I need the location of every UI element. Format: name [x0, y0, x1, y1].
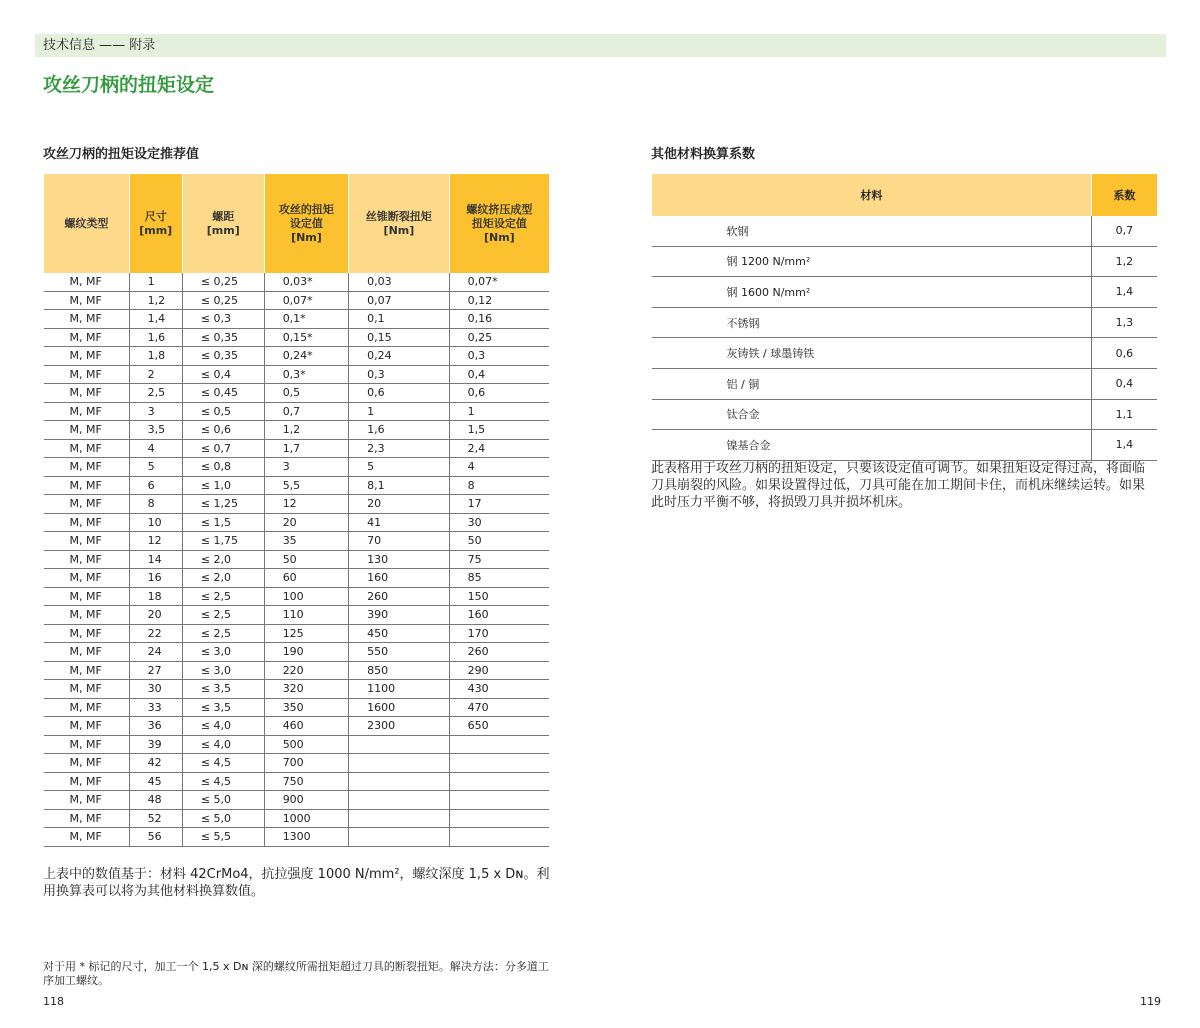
- table-cell: 430: [449, 680, 549, 699]
- table-cell: 钢 1600 N/mm²: [652, 277, 1092, 308]
- table-cell: [449, 791, 549, 810]
- table-cell: 8: [449, 476, 549, 495]
- column-header: 螺纹类型: [44, 174, 130, 273]
- table-cell: ≤ 0,25: [182, 273, 264, 291]
- table-cell: ≤ 3,0: [182, 643, 264, 662]
- footnote: 对于用 * 标记的尺寸，加工一个 1,5 x Dɴ 深的螺纹所需扭矩超过刀具的断裂扭矩。解决方法：分多道工序加工螺纹。: [43, 960, 549, 987]
- table-cell: 160: [449, 606, 549, 625]
- table-cell: 1,8: [129, 347, 182, 366]
- table-cell: 0,15*: [264, 328, 348, 347]
- table-cell: M, MF: [44, 643, 130, 662]
- section-header: 技术信息 —— 附录: [35, 34, 1166, 57]
- table-cell: M, MF: [44, 828, 130, 847]
- table-cell: 灰铸铁 / 球墨铸铁: [652, 338, 1092, 369]
- table-cell: [449, 754, 549, 773]
- table-cell: 1,5: [449, 421, 549, 440]
- table-cell: 150: [449, 587, 549, 606]
- table-cell: 1: [129, 273, 182, 291]
- table-cell: 24: [129, 643, 182, 662]
- right-table-heading: 其他材料换算系数: [651, 147, 756, 162]
- table-cell: 20: [129, 606, 182, 625]
- table-cell: 1,6: [129, 328, 182, 347]
- table-row: [44, 347, 550, 366]
- table-cell: 0,15: [349, 328, 450, 347]
- page-title: 攻丝刀柄的扭矩设定: [43, 74, 215, 96]
- table-cell: ≤ 0,4: [182, 365, 264, 384]
- table-row: [44, 291, 550, 310]
- table-row: [44, 476, 550, 495]
- table-cell: 35: [264, 532, 348, 551]
- table-cell: ≤ 3,0: [182, 661, 264, 680]
- table-cell: 42: [129, 754, 182, 773]
- table-cell: [449, 809, 549, 828]
- table-cell: ≤ 5,5: [182, 828, 264, 847]
- table-cell: ≤ 3,5: [182, 698, 264, 717]
- table-cell: 0,5: [264, 384, 348, 403]
- table-cell: ≤ 0,5: [182, 402, 264, 421]
- table-cell: M, MF: [44, 421, 130, 440]
- table-cell: 700: [264, 754, 348, 773]
- table-row: [44, 643, 550, 662]
- table-cell: M, MF: [44, 569, 130, 588]
- table-cell: 110: [264, 606, 348, 625]
- table-cell: 260: [449, 643, 549, 662]
- table-cell: ≤ 4,5: [182, 772, 264, 791]
- page-number-right: 119: [1140, 995, 1161, 1008]
- table-cell: 290: [449, 661, 549, 680]
- table-cell: 1,2: [264, 421, 348, 440]
- table-cell: ≤ 1,0: [182, 476, 264, 495]
- table-row: [44, 717, 550, 736]
- table-cell: 350: [264, 698, 348, 717]
- column-header: 丝锥断裂扭矩 [Nm]: [349, 174, 450, 273]
- table-cell: 1: [349, 402, 450, 421]
- table-cell: 1,2: [129, 291, 182, 310]
- table-cell: 50: [449, 532, 549, 551]
- table-cell: ≤ 2,0: [182, 569, 264, 588]
- table-row: [44, 754, 550, 773]
- table-cell: M, MF: [44, 754, 130, 773]
- table-row: [44, 698, 550, 717]
- table-cell: 钢 1200 N/mm²: [652, 246, 1092, 277]
- table-row: [44, 606, 550, 625]
- table-row: [44, 735, 550, 754]
- table-cell: 850: [349, 661, 450, 680]
- table-cell: 1100: [349, 680, 450, 699]
- table-cell: M, MF: [44, 402, 130, 421]
- table-cell: 8,1: [349, 476, 450, 495]
- table-cell: 170: [449, 624, 549, 643]
- table-cell: M, MF: [44, 328, 130, 347]
- table-cell: M, MF: [44, 624, 130, 643]
- torque-table: [43, 174, 549, 847]
- table-cell: 0,7: [264, 402, 348, 421]
- table-row: [652, 246, 1158, 277]
- table-cell: 750: [264, 772, 348, 791]
- table-cell: 0,6: [449, 384, 549, 403]
- table-cell: M, MF: [44, 680, 130, 699]
- table-cell: 1,3: [1091, 307, 1157, 338]
- table-cell: 56: [129, 828, 182, 847]
- table-cell: [449, 772, 549, 791]
- column-header: 尺寸 [mm]: [129, 174, 182, 273]
- table-row: [44, 809, 550, 828]
- table-row: [44, 458, 550, 477]
- table-cell: 130: [349, 550, 450, 569]
- table-cell: ≤ 5,0: [182, 791, 264, 810]
- table-cell: ≤ 0,35: [182, 328, 264, 347]
- table-row: [652, 307, 1158, 338]
- table-cell: 12: [264, 495, 348, 514]
- table-row: [44, 791, 550, 810]
- table-cell: 48: [129, 791, 182, 810]
- left-table-heading: 攻丝刀柄的扭矩设定推荐值: [43, 147, 200, 162]
- table-cell: ≤ 1,5: [182, 513, 264, 532]
- table-row: [44, 402, 550, 421]
- table-row: [44, 495, 550, 514]
- table-cell: 3: [129, 402, 182, 421]
- table-cell: 4: [129, 439, 182, 458]
- table-cell: 160: [349, 569, 450, 588]
- table-row: [652, 277, 1158, 308]
- table-cell: ≤ 4,5: [182, 754, 264, 773]
- table-cell: M, MF: [44, 273, 130, 291]
- table-cell: M, MF: [44, 791, 130, 810]
- table-cell: M, MF: [44, 550, 130, 569]
- table-cell: ≤ 0,6: [182, 421, 264, 440]
- table-cell: 470: [449, 698, 549, 717]
- table-cell: 1600: [349, 698, 450, 717]
- table-cell: ≤ 2,0: [182, 550, 264, 569]
- table-cell: M, MF: [44, 458, 130, 477]
- table-cell: M, MF: [44, 606, 130, 625]
- table-cell: ≤ 1,75: [182, 532, 264, 551]
- table-cell: 18: [129, 587, 182, 606]
- table-cell: 5: [349, 458, 450, 477]
- table-cell: 45: [129, 772, 182, 791]
- table-cell: 1,4: [1091, 430, 1157, 461]
- table-row: [44, 439, 550, 458]
- table-cell: 39: [129, 735, 182, 754]
- table-cell: M, MF: [44, 772, 130, 791]
- table-cell: 0,6: [1091, 338, 1157, 369]
- table-row: [652, 216, 1158, 246]
- table-row: [44, 624, 550, 643]
- table-cell: [349, 754, 450, 773]
- column-header: 攻丝的扭矩 设定值 [Nm]: [264, 174, 348, 273]
- table-cell: 0,6: [349, 384, 450, 403]
- table-cell: ≤ 1,25: [182, 495, 264, 514]
- table-cell: 0,1*: [264, 310, 348, 329]
- table-cell: 0,1: [349, 310, 450, 329]
- table-cell: [349, 809, 450, 828]
- table-cell: 2,4: [449, 439, 549, 458]
- table-cell: 0,3*: [264, 365, 348, 384]
- table-cell: 22: [129, 624, 182, 643]
- table-cell: M, MF: [44, 310, 130, 329]
- table-row: [652, 399, 1158, 430]
- table-cell: 260: [349, 587, 450, 606]
- table-row: [44, 587, 550, 606]
- table-cell: ≤ 0,8: [182, 458, 264, 477]
- table-cell: 1,7: [264, 439, 348, 458]
- table-row: [44, 310, 550, 329]
- table-cell: 17: [449, 495, 549, 514]
- table-cell: M, MF: [44, 587, 130, 606]
- table-row: [44, 328, 550, 347]
- table-row: [44, 365, 550, 384]
- table-cell: 320: [264, 680, 348, 699]
- table-cell: M, MF: [44, 661, 130, 680]
- table-row: [44, 550, 550, 569]
- table-cell: 0,4: [1091, 368, 1157, 399]
- table-cell: [349, 828, 450, 847]
- table-cell: ≤ 0,35: [182, 347, 264, 366]
- table-cell: 0,07: [349, 291, 450, 310]
- column-header: 螺纹挤压成型 扭矩设定值 [Nm]: [449, 174, 549, 273]
- table-row: [44, 513, 550, 532]
- table-cell: 不锈钢: [652, 307, 1092, 338]
- table-cell: ≤ 2,5: [182, 587, 264, 606]
- table-cell: 1,4: [1091, 277, 1157, 308]
- table-cell: M, MF: [44, 495, 130, 514]
- table-cell: 190: [264, 643, 348, 662]
- table-cell: 12: [129, 532, 182, 551]
- table-cell: 1: [449, 402, 549, 421]
- table-cell: 1,1: [1091, 399, 1157, 430]
- table-row: [44, 772, 550, 791]
- table-cell: 220: [264, 661, 348, 680]
- table-cell: 1300: [264, 828, 348, 847]
- table-cell: 20: [264, 513, 348, 532]
- table-cell: [449, 735, 549, 754]
- table-cell: 0,25: [449, 328, 549, 347]
- table-cell: 20: [349, 495, 450, 514]
- table-cell: 8: [129, 495, 182, 514]
- table-row: [44, 384, 550, 403]
- table-cell: 0,07*: [264, 291, 348, 310]
- table-row: [44, 532, 550, 551]
- table-cell: M, MF: [44, 513, 130, 532]
- table-cell: 0,12: [449, 291, 549, 310]
- table-cell: ≤ 2,5: [182, 624, 264, 643]
- table-cell: 0,07*: [449, 273, 549, 291]
- table-row: [44, 661, 550, 680]
- table-cell: M, MF: [44, 476, 130, 495]
- table-cell: 70: [349, 532, 450, 551]
- table-cell: 16: [129, 569, 182, 588]
- table-cell: 30: [129, 680, 182, 699]
- table-row: [44, 680, 550, 699]
- table-cell: M, MF: [44, 532, 130, 551]
- table-row: [652, 430, 1158, 461]
- table-cell: 0,7: [1091, 216, 1157, 246]
- column-header: 系数: [1091, 174, 1157, 216]
- table-cell: M, MF: [44, 698, 130, 717]
- table-cell: 1,2: [1091, 246, 1157, 277]
- table-row: [44, 273, 550, 291]
- table-cell: 5: [129, 458, 182, 477]
- table-cell: 5,5: [264, 476, 348, 495]
- table-cell: 900: [264, 791, 348, 810]
- table-cell: 0,03*: [264, 273, 348, 291]
- table-cell: 0,24*: [264, 347, 348, 366]
- table-row: [44, 421, 550, 440]
- table-cell: ≤ 4,0: [182, 717, 264, 736]
- table-cell: 27: [129, 661, 182, 680]
- table-cell: 0,4: [449, 365, 549, 384]
- table-cell: 0,24: [349, 347, 450, 366]
- table-cell: 钛合金: [652, 399, 1092, 430]
- table-cell: ≤ 3,5: [182, 680, 264, 699]
- table-cell: 2300: [349, 717, 450, 736]
- table-cell: M, MF: [44, 735, 130, 754]
- table-cell: M, MF: [44, 809, 130, 828]
- table-cell: ≤ 0,7: [182, 439, 264, 458]
- table-cell: 1,4: [129, 310, 182, 329]
- table-cell: 500: [264, 735, 348, 754]
- table-cell: 52: [129, 809, 182, 828]
- table-cell: ≤ 2,5: [182, 606, 264, 625]
- table-row: [44, 569, 550, 588]
- table-cell: ≤ 0,25: [182, 291, 264, 310]
- table-cell: 2,3: [349, 439, 450, 458]
- table-cell: 10: [129, 513, 182, 532]
- page-number-left: 118: [43, 995, 64, 1008]
- table-cell: 14: [129, 550, 182, 569]
- table-cell: 1,6: [349, 421, 450, 440]
- table-cell: 2: [129, 365, 182, 384]
- table-cell: 0,03: [349, 273, 450, 291]
- table-cell: 软钢: [652, 216, 1092, 246]
- table-cell: [349, 772, 450, 791]
- table-cell: 450: [349, 624, 450, 643]
- table-cell: M, MF: [44, 365, 130, 384]
- table-cell: 41: [349, 513, 450, 532]
- table-cell: M, MF: [44, 291, 130, 310]
- table-cell: 460: [264, 717, 348, 736]
- table-cell: 0,16: [449, 310, 549, 329]
- table-cell: 0,3: [449, 347, 549, 366]
- table-cell: 6: [129, 476, 182, 495]
- table-cell: 3,5: [129, 421, 182, 440]
- table-cell: M, MF: [44, 384, 130, 403]
- table-cell: ≤ 5,0: [182, 809, 264, 828]
- table-cell: ≤ 0,3: [182, 310, 264, 329]
- table-cell: 85: [449, 569, 549, 588]
- left-note: 上表中的数值基于：材料 42CrMo4，抗拉强度 1000 N/mm²，螺纹深度 1,5 x Dɴ。利用换算表可以将为其他材料换算数值。: [43, 867, 550, 899]
- table-cell: 650: [449, 717, 549, 736]
- table-cell: 0,3: [349, 365, 450, 384]
- table-cell: 60: [264, 569, 348, 588]
- table-cell: [349, 791, 450, 810]
- column-header: 材料: [652, 174, 1092, 216]
- table-cell: 100: [264, 587, 348, 606]
- table-cell: 镍基合金: [652, 430, 1092, 461]
- table-cell: 36: [129, 717, 182, 736]
- table-cell: 3: [264, 458, 348, 477]
- table-cell: ≤ 0,45: [182, 384, 264, 403]
- table-cell: 390: [349, 606, 450, 625]
- table-cell: 4: [449, 458, 549, 477]
- table-row: [652, 338, 1158, 369]
- table-cell: 75: [449, 550, 549, 569]
- table-cell: M, MF: [44, 439, 130, 458]
- table-cell: 30: [449, 513, 549, 532]
- table-cell: 铝 / 铜: [652, 368, 1092, 399]
- table-cell: M, MF: [44, 717, 130, 736]
- table-cell: 550: [349, 643, 450, 662]
- column-header: 螺距 [mm]: [182, 174, 264, 273]
- table-cell: 2,5: [129, 384, 182, 403]
- table-cell: [449, 828, 549, 847]
- table-cell: [349, 735, 450, 754]
- table-cell: M, MF: [44, 347, 130, 366]
- table-cell: 1000: [264, 809, 348, 828]
- conversion-table: [651, 174, 1157, 461]
- table-cell: 125: [264, 624, 348, 643]
- right-note: 此表格用于攻丝刀柄的扭矩设定，只要该设定值可调节。如果扭矩设定得过高，将面临刀具崩裂的风险。如果设置得过低，刀具可能在加工期间卡住，而机床继续运转。如果此时压力平衡不够，将损毁刀具并损坏机床。: [651, 461, 1146, 510]
- table-cell: 33: [129, 698, 182, 717]
- table-cell: 50: [264, 550, 348, 569]
- table-row: [44, 828, 550, 847]
- table-cell: ≤ 4,0: [182, 735, 264, 754]
- table-row: [652, 368, 1158, 399]
